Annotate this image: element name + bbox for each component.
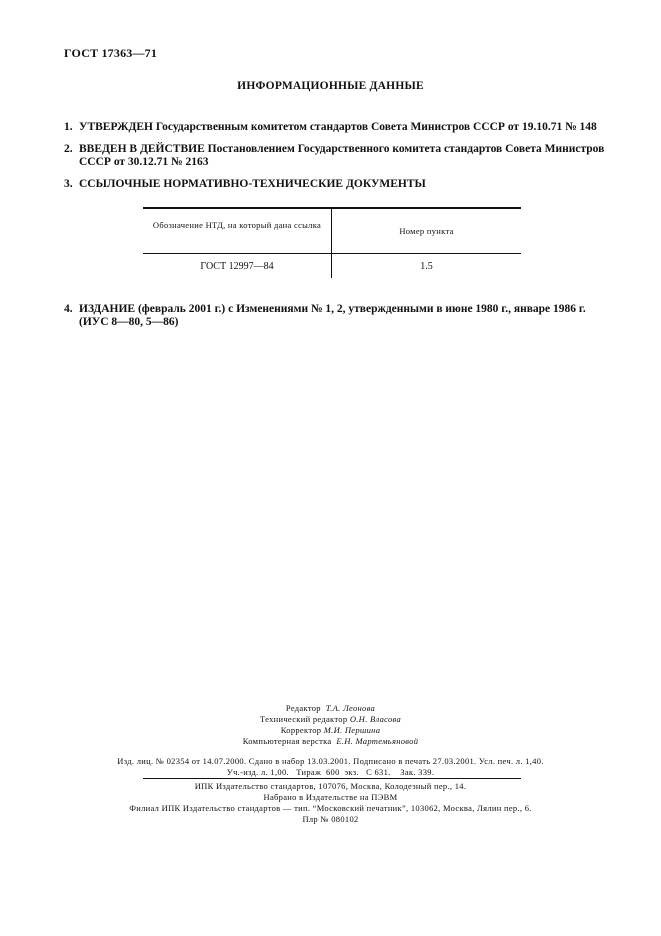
item-text: Государственным комитетом стандартов Совета Министров СССР от 19.10.71 № 148 [155,121,597,133]
item-text-continued: СССР от 30.12.71 № 2163 [79,156,209,168]
table-top-rule [143,207,521,209]
publication-line: Изд. лиц. № 02354 от 14.07.2000. Сдано в набор 13.03.2001. Подписано в печать 27.03.2001. Усл. печ. л. 1,40. [117,756,544,766]
press-line: Филиал ИПК Издательство стандартов — тип. “Московский печатник”, 103062, Москва, Лялин пер., 6. [129,803,532,813]
table-cell-document: ГОСТ 12997—84 [200,261,274,272]
staff-line: Корректор М.И. Першина [280,725,381,735]
press-line: ИПК Издательство стандартов, 107076, Москва, Колодезный пер., 14. [194,781,467,791]
item-text-continued: (ИУС 8—80, 5—86) [79,316,179,328]
table-header-document: Обозначение НТД, на который дана ссылка [152,220,322,230]
item-references [64,178,609,191]
item-number: 2. [64,143,73,155]
page-title: ИНФОРМАЦИОННЫЕ ДАННЫЕ [237,80,424,92]
publication-line: Уч.-изд. л. 1,00. Тираж 600 экз. С 631. Зак. 339. [226,767,435,777]
staff-line: Редактор Т.А. Леонова [285,703,376,713]
item-text: (февраль 2001 г.) с Изменениями № 1, 2, утвержденными в июне 1980 г., январе 1986 г. [137,303,586,315]
item-label: ССЫЛОЧНЫЕ НОРМАТИВНО-ТЕХНИЧЕСКИЕ ДОКУМЕНТЫ [79,178,426,190]
press-line: Набрано в Издательстве на ПЭВМ [263,792,398,802]
item-approved [64,121,609,134]
publication-details [0,756,661,778]
item-label: ИЗДАНИЕ [79,303,136,315]
item-label: УТВЕРЖДЕН [79,121,153,133]
item-number: 3. [64,178,73,190]
item-number: 4. [64,303,73,315]
item-edition [64,303,609,329]
standard-code: ГОСТ 17363—71 [64,46,158,60]
item-label: ВВЕДЕН В ДЕЙСТВИЕ [79,143,205,155]
table-cell-clause: 1.5 [420,261,433,272]
staff-line: Компьютерная верстка Е.Н. Мартемьяновой [242,736,419,746]
imprint-divider [143,778,521,779]
item-enacted [64,143,609,169]
item-text: Постановлением Государственного комитета стандартов Совета Министров [207,143,605,155]
printing-details [0,781,661,825]
table-header-clause: Номер пункта [399,226,454,236]
editorial-staff [0,703,661,747]
table-header-rule [143,253,521,254]
staff-line: Технический редактор О.Н. Власова [259,714,402,724]
item-number: 1. [64,121,73,133]
press-line: Плр № 080102 [302,814,359,824]
